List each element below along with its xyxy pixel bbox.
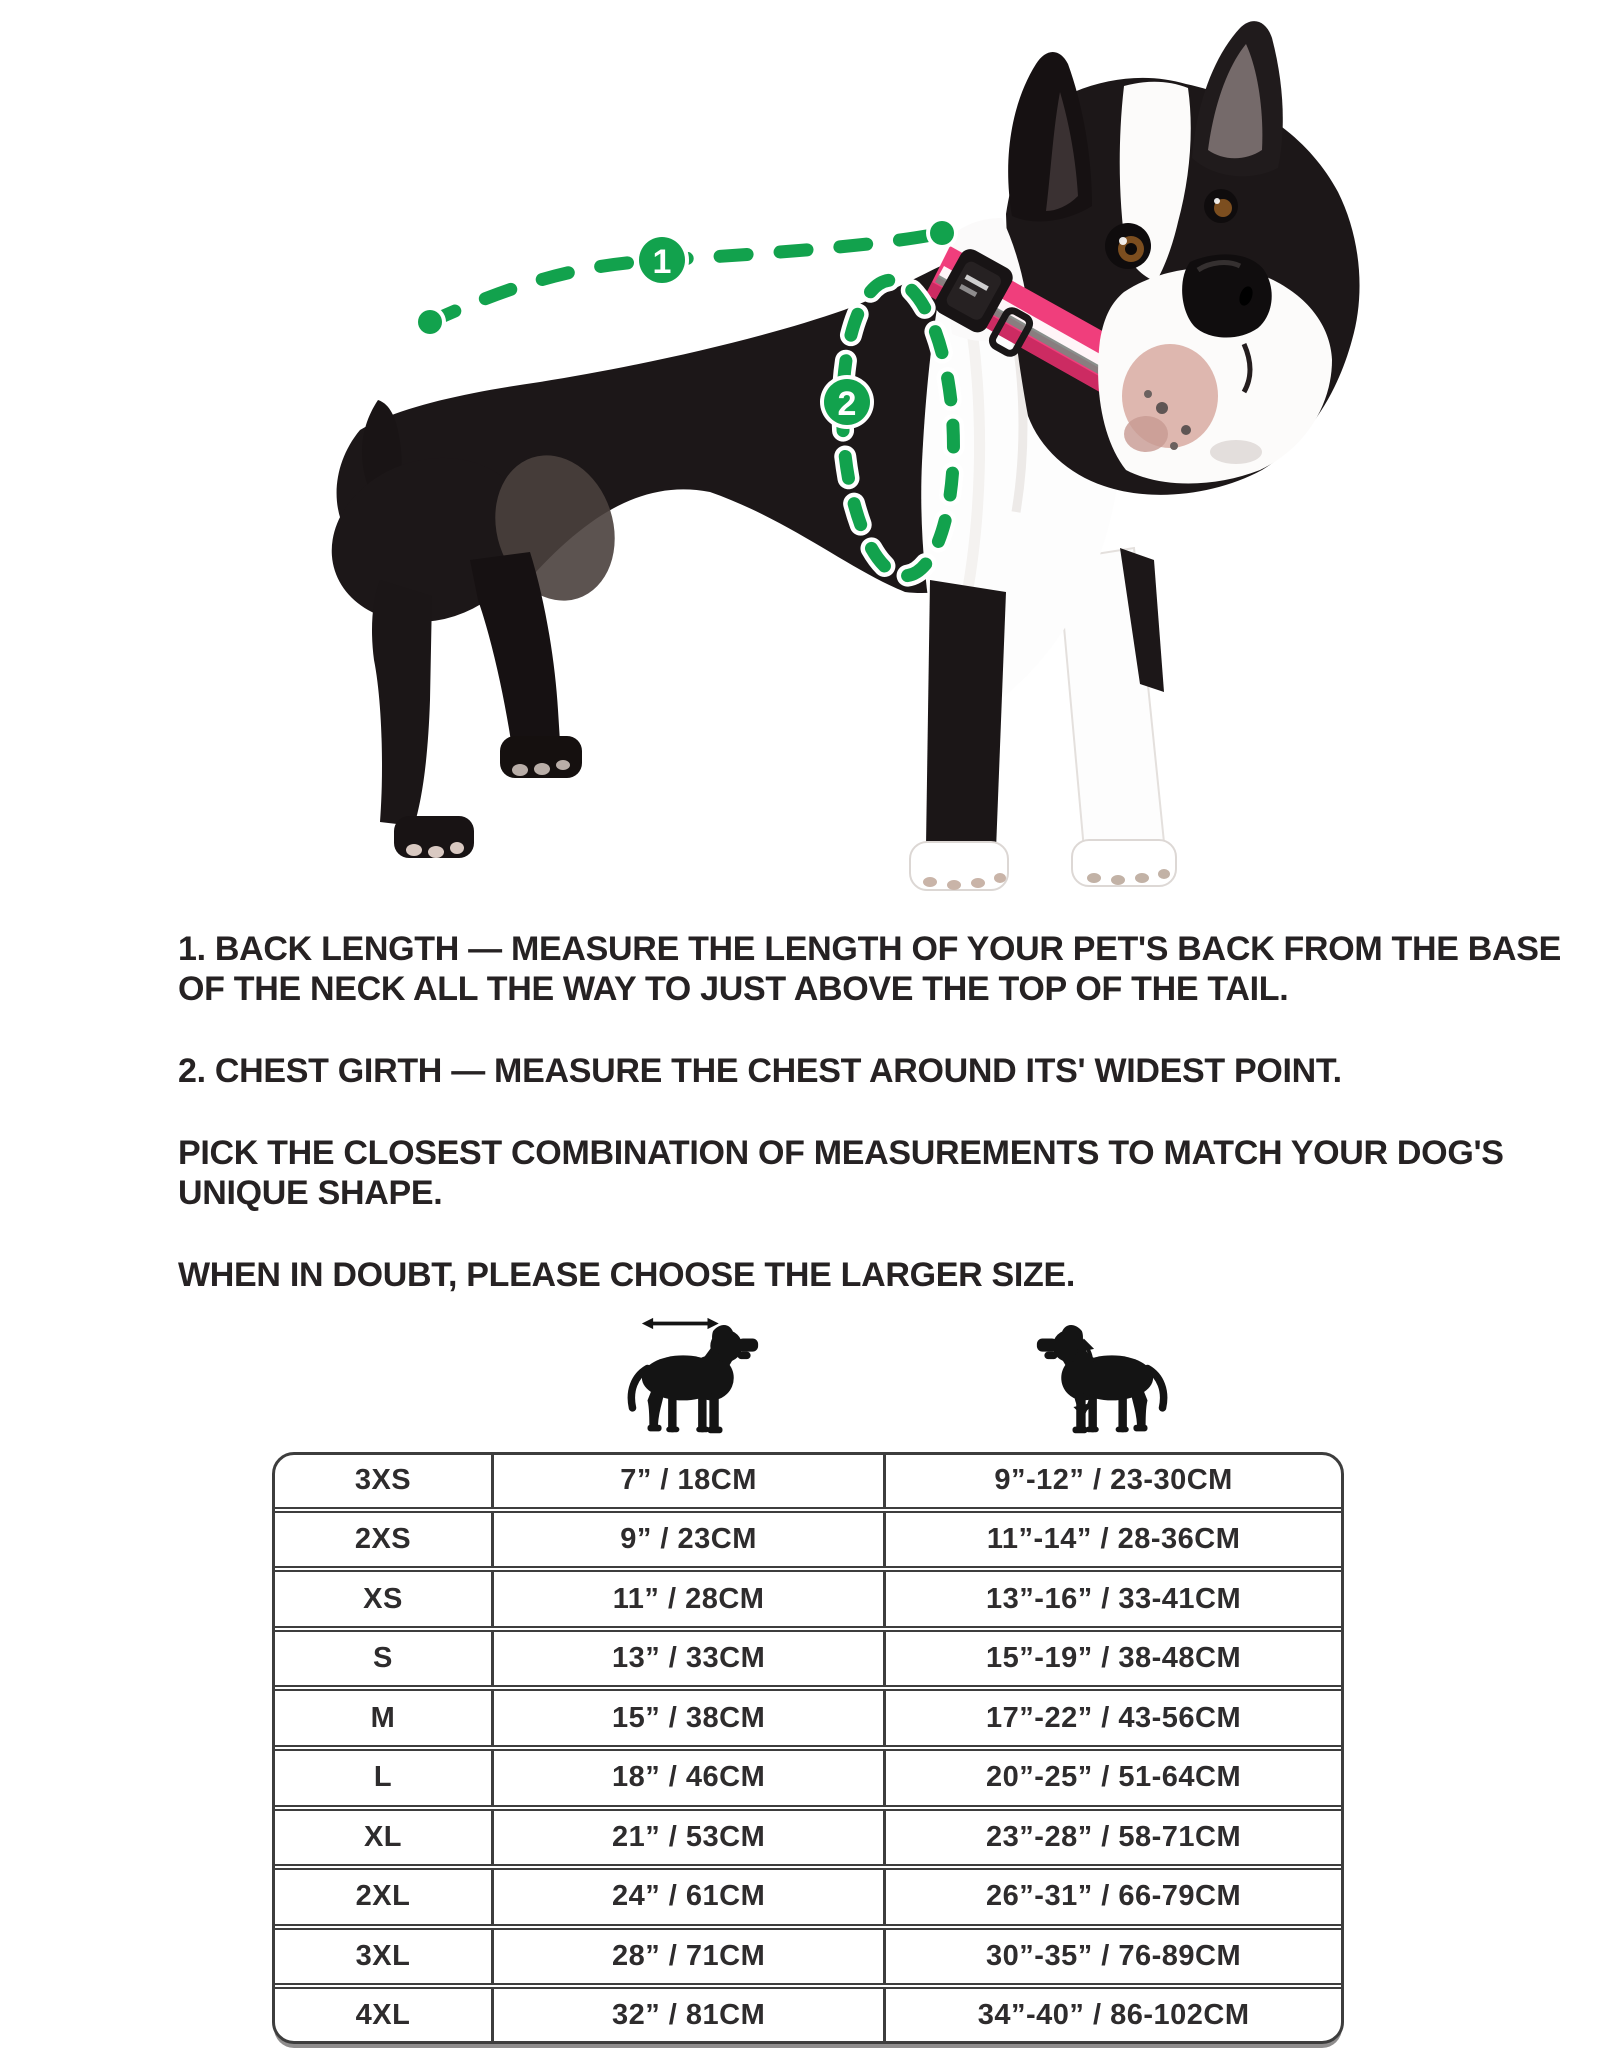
chest-girth-cell: 11”-14” / 28-36CM bbox=[885, 1510, 1341, 1570]
badge-1 bbox=[635, 233, 689, 287]
badge-2-label: 2 bbox=[837, 385, 857, 423]
back-length-cell: 11” / 28CM bbox=[492, 1569, 884, 1629]
size-cell: 3XS bbox=[275, 1455, 492, 1510]
badge-1-label: 1 bbox=[652, 243, 672, 281]
table-row bbox=[275, 1867, 1341, 1927]
pick-combination-note bbox=[178, 1133, 1504, 1213]
back-length-cell: 24” / 61CM bbox=[492, 1867, 884, 1927]
chest-girth-cell: 34”-40” / 86-102CM bbox=[977, 1998, 1250, 2031]
instruction-line: UNIQUE SHAPE. bbox=[178, 1174, 443, 1212]
table-row bbox=[275, 1629, 1341, 1689]
back-length-dog-icon bbox=[610, 1310, 760, 1442]
size-cell: S bbox=[275, 1629, 492, 1689]
badge-2 bbox=[820, 375, 874, 429]
size-cell: 2XL bbox=[275, 1867, 492, 1927]
nose bbox=[1182, 254, 1272, 337]
table-row bbox=[275, 1688, 1341, 1748]
size-cell: XL bbox=[275, 1808, 492, 1868]
size-cell: 2XS bbox=[275, 1510, 492, 1570]
chest-girth-dog-icon bbox=[1035, 1310, 1185, 1442]
table-row bbox=[275, 1455, 1341, 1510]
chest-girth-cell: 20”-25” / 51-64CM bbox=[885, 1748, 1341, 1808]
back-length-instruction bbox=[178, 929, 1562, 1009]
instruction-line: 2. CHEST GIRTH — MEASURE THE CHEST AROUND ITS' WIDEST POINT. bbox=[178, 1052, 1342, 1090]
table-row bbox=[275, 1569, 1341, 1629]
table-row bbox=[275, 1808, 1341, 1868]
back-length-cell: 28” / 71CM bbox=[492, 1927, 884, 1987]
instruction-line: OF THE NECK ALL THE WAY TO JUST ABOVE THE TOP OF THE TAIL. bbox=[178, 970, 1289, 1008]
chest-girth-cell: 30”-35” / 76-89CM bbox=[885, 1927, 1341, 1987]
instruction-line: PICK THE CLOSEST COMBINATION OF MEASUREMENTS TO MATCH YOUR DOG'S bbox=[178, 1134, 1504, 1172]
back-length-cell: 32” / 81CM bbox=[492, 1986, 884, 2041]
table-row bbox=[275, 1748, 1341, 1808]
back-length-arrow-icon bbox=[642, 1318, 719, 1329]
back-length-cell: 7” / 18CM bbox=[492, 1455, 884, 1510]
size-chart-table bbox=[275, 1455, 1341, 2041]
size-cell: L bbox=[275, 1748, 492, 1808]
size-cell: 4XL bbox=[275, 1986, 492, 2041]
dog-measurement-illustration bbox=[0, 0, 1600, 920]
back-length-cell: 9” / 23CM bbox=[492, 1510, 884, 1570]
table-row bbox=[275, 1510, 1341, 1570]
chest-girth-cell: 26”-31” / 66-79CM bbox=[885, 1867, 1341, 1927]
chest-girth-cell: 17”-22” / 43-56CM bbox=[885, 1688, 1341, 1748]
size-cell: 3XL bbox=[275, 1927, 492, 1987]
table-row bbox=[275, 1986, 1341, 2041]
size-cell: M bbox=[275, 1688, 492, 1748]
table-row bbox=[275, 1927, 1341, 1987]
instruction-line: WHEN IN DOUBT, PLEASE CHOOSE THE LARGER SIZE. bbox=[178, 1256, 1076, 1294]
size-chart bbox=[272, 1452, 1344, 2044]
back-length-cell: 18” / 46CM bbox=[492, 1748, 884, 1808]
back-length-cell: 21” / 53CM bbox=[492, 1808, 884, 1868]
chest-girth-cell: 9”-12” / 23-30CM bbox=[885, 1455, 1341, 1510]
chest-girth-cell: 13”-16” / 33-41CM bbox=[885, 1569, 1341, 1629]
size-cell: XS bbox=[275, 1569, 492, 1629]
back-length-cell: 13” / 33CM bbox=[492, 1629, 884, 1689]
when-in-doubt-note bbox=[178, 1255, 1478, 1295]
instruction-line: 1. BACK LENGTH — MEASURE THE LENGTH OF YOUR PET'S BACK FROM THE BASE bbox=[178, 930, 1562, 968]
measuring-instructions bbox=[178, 929, 1562, 1337]
chest-girth-cell: 23”-28” / 58-71CM bbox=[885, 1808, 1341, 1868]
back-length-cell: 15” / 38CM bbox=[492, 1688, 884, 1748]
chest-girth-cell: 15”-19” / 38-48CM bbox=[885, 1629, 1341, 1689]
chest-girth-instruction bbox=[178, 1051, 1478, 1091]
